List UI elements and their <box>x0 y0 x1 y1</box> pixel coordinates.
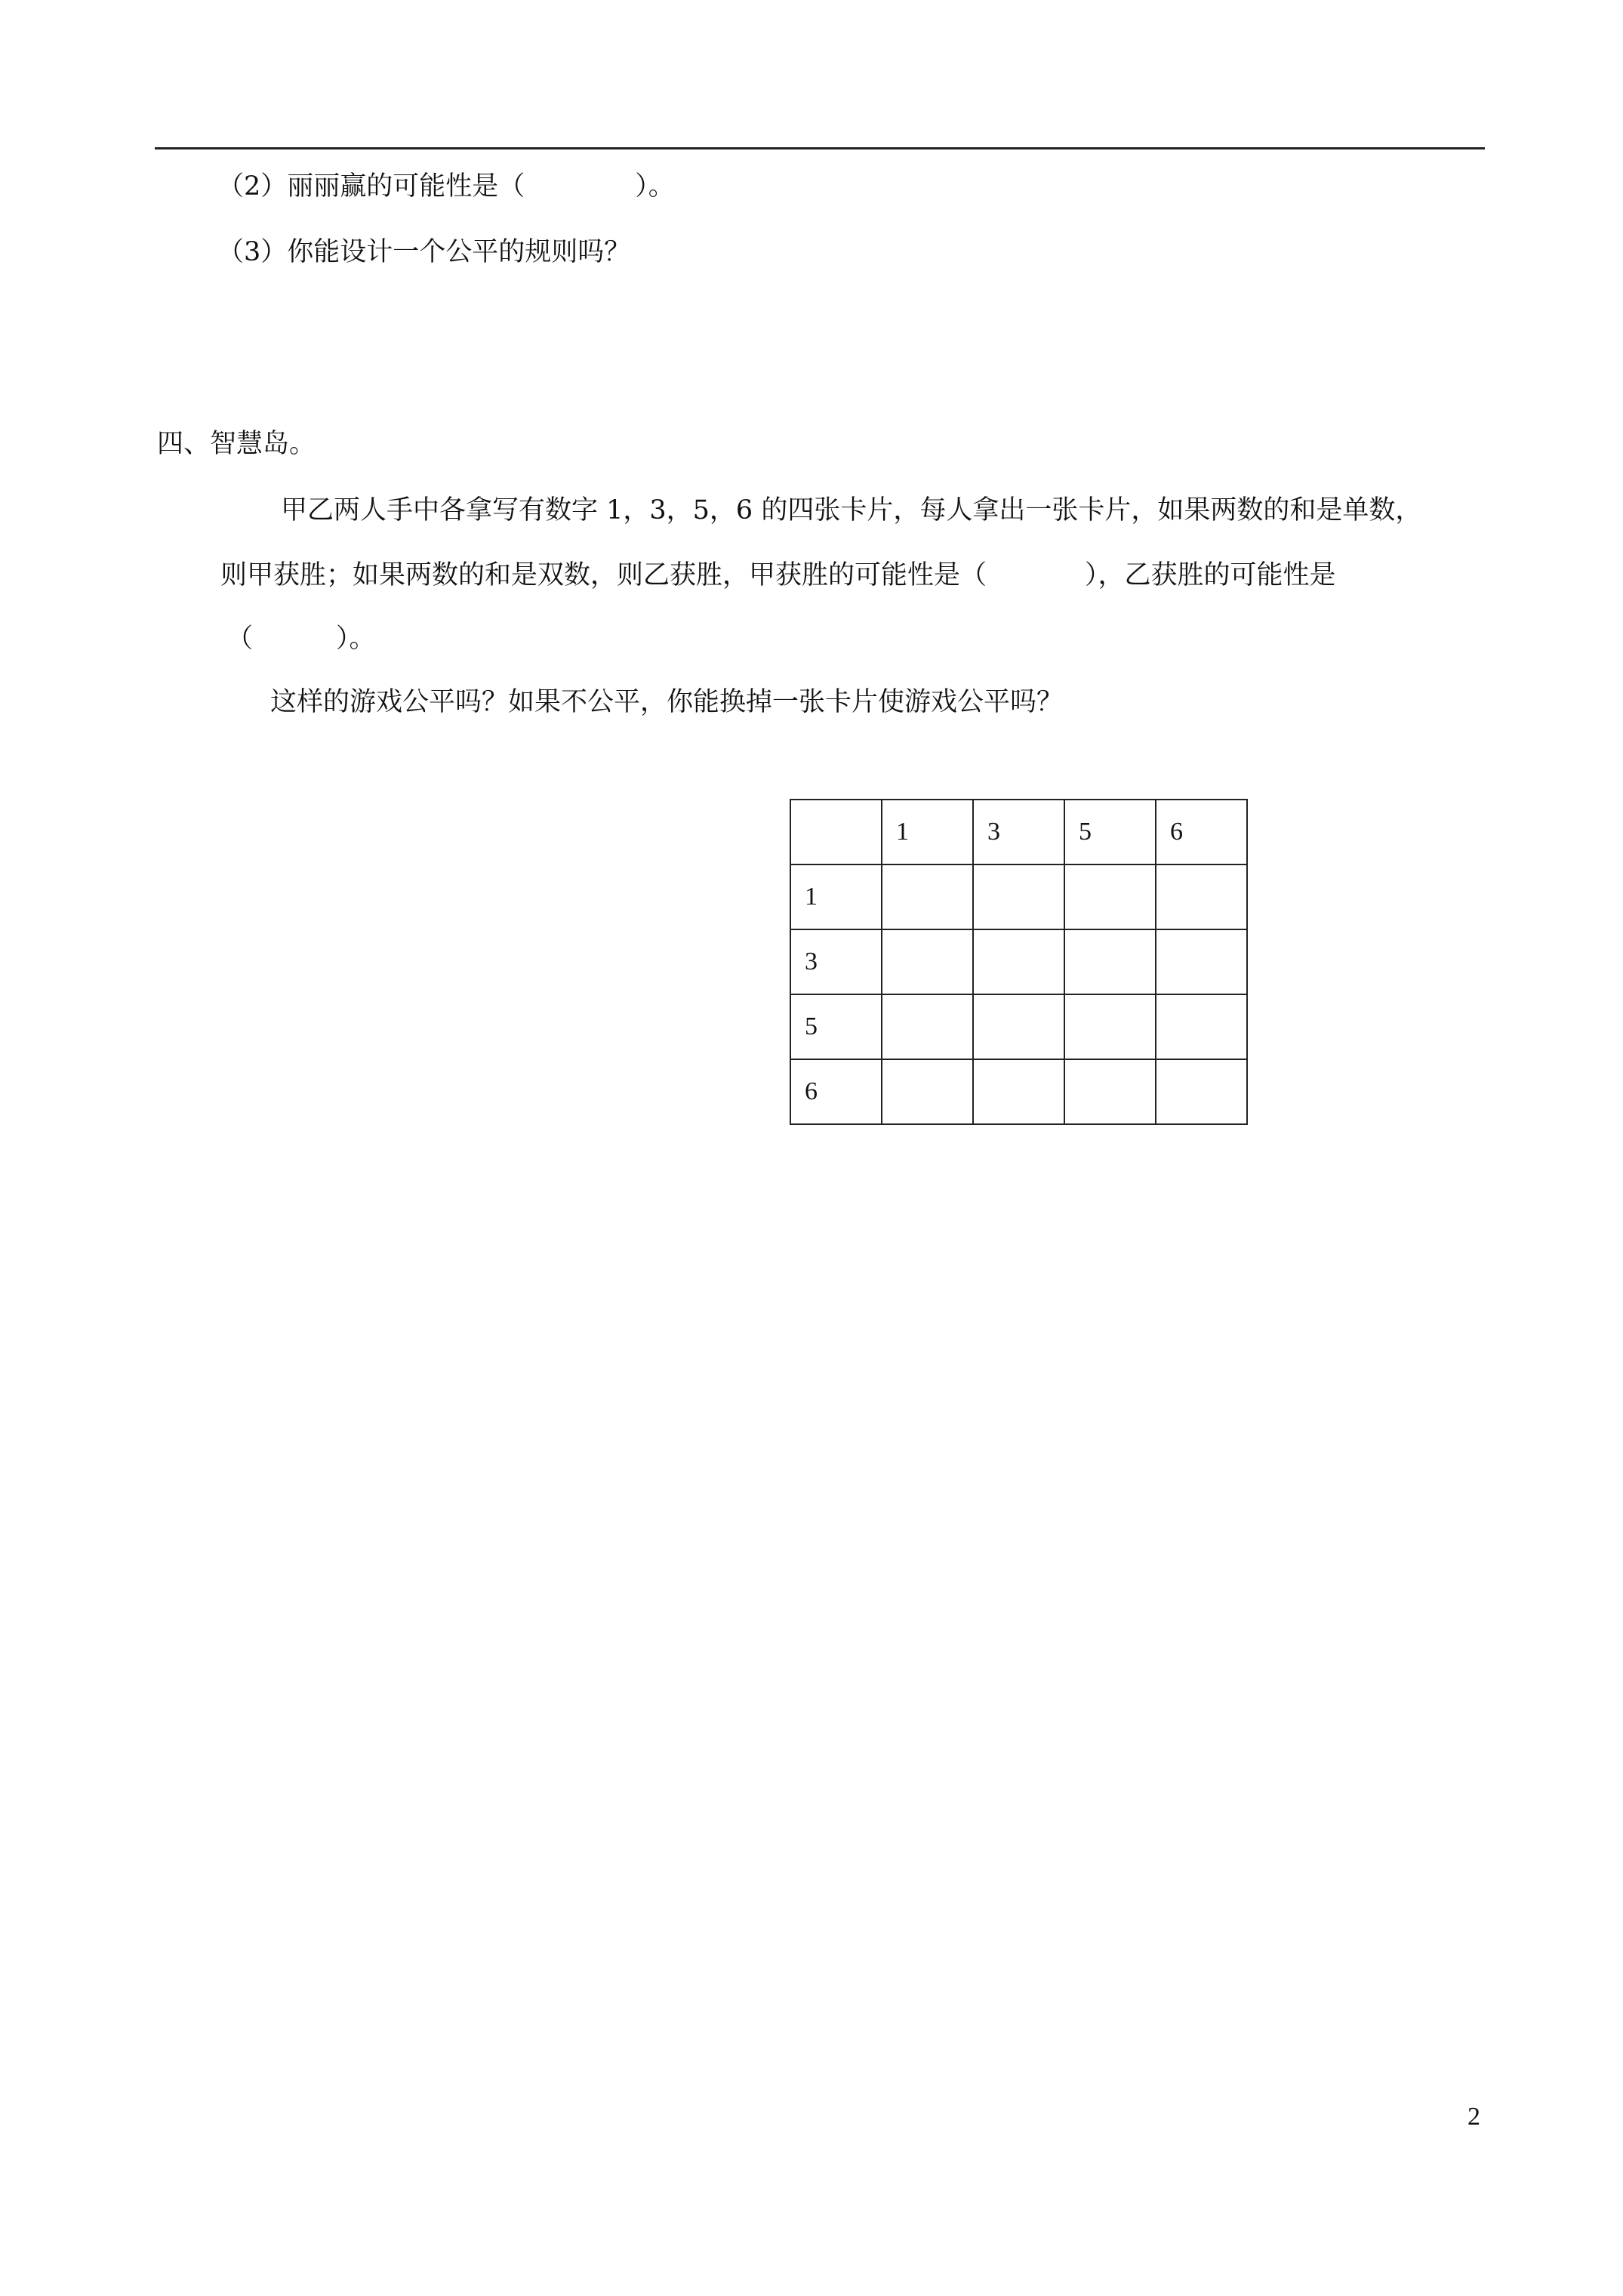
question-2-suffix: ）。 <box>635 171 675 202</box>
table-cell[interactable] <box>882 1059 973 1124</box>
section-4-paragraph-line-3 <box>226 622 376 655</box>
row-header: 3 <box>790 929 882 994</box>
section-4-heading: 四、智慧岛。 <box>157 429 316 459</box>
header-rule <box>155 147 1485 149</box>
row-header: 1 <box>790 864 882 929</box>
table-header-row <box>790 800 1247 864</box>
question-3: （3）你能设计一个公平的规则吗？ <box>217 237 631 267</box>
section-4-paragraph-line-2 <box>220 559 1336 592</box>
column-header: 3 <box>973 800 1064 864</box>
row-header: 5 <box>790 994 882 1059</box>
table-cell[interactable] <box>1064 864 1156 929</box>
table-cell[interactable] <box>1156 864 1247 929</box>
column-header: 1 <box>882 800 973 864</box>
sum-table <box>790 799 1248 1125</box>
question-2-prefix: （2）丽丽赢的可能性是（ <box>217 171 525 202</box>
section-4-paragraph-line-1: 甲乙两人手中各拿写有数字 1，3，5，6 的四张卡片，每人拿出一张卡片，如果两数的和是单数， <box>281 495 1422 525</box>
table-cell[interactable] <box>1156 994 1247 1059</box>
question-2 <box>217 170 675 203</box>
page-number: 2 <box>1467 2103 1480 2131</box>
table-cell[interactable] <box>1064 994 1156 1059</box>
table-cell[interactable] <box>973 994 1064 1059</box>
table-cell[interactable] <box>1156 1059 1247 1124</box>
paragraph-line-3-part-a: （ <box>226 624 254 654</box>
table-cell[interactable] <box>1156 929 1247 994</box>
column-header: 6 <box>1156 800 1247 864</box>
table-row <box>790 1059 1247 1124</box>
table-cell[interactable] <box>973 864 1064 929</box>
paragraph-line-2-part-b: ），乙获胜的可能性是 <box>1085 560 1336 590</box>
table-row <box>790 929 1247 994</box>
table-cell[interactable] <box>1064 929 1156 994</box>
section-4-followup-question: 这样的游戏公平吗？如果不公平，你能换掉一张卡片使游戏公平吗？ <box>270 687 1064 717</box>
row-header: 6 <box>790 1059 882 1124</box>
table-cell[interactable] <box>973 1059 1064 1124</box>
table-cell[interactable] <box>1064 1059 1156 1124</box>
table-cell[interactable] <box>882 929 973 994</box>
column-header: 5 <box>1064 800 1156 864</box>
table-cell[interactable] <box>882 864 973 929</box>
table-cell[interactable] <box>882 994 973 1059</box>
table-corner-cell <box>790 800 882 864</box>
table-row <box>790 864 1247 929</box>
table-cell[interactable] <box>973 929 1064 994</box>
table-row <box>790 994 1247 1059</box>
paragraph-line-3-part-b: ）。 <box>336 624 376 654</box>
paragraph-line-2-part-a: 则甲获胜；如果两数的和是双数，则乙获胜，甲获胜的可能性是（ <box>220 560 987 590</box>
